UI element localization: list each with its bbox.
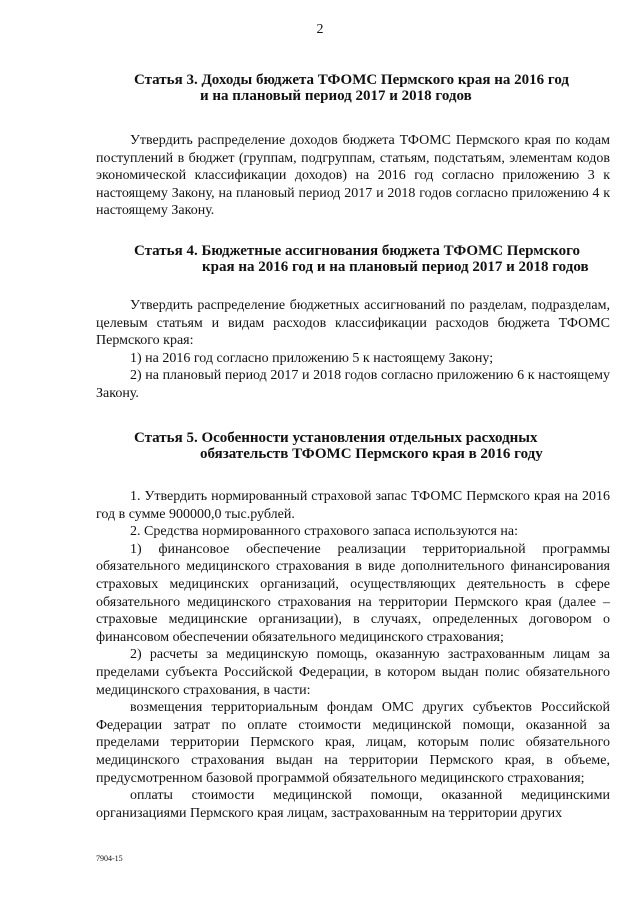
article-5 (96, 430, 610, 822)
article-5-heading-line2: обязательств ТФОМС Пермского края в 2016 году (200, 446, 543, 462)
article-5-paragraph: 1) финансовое обеспечение реализации территориальной программы обязательного медицинского страхования в виде дополнительного финансирования страховых медицинских организаций, осуществляющих деятельность в сфере обязательного медицинского страхования на территории Пермского края (далее – страховые медицинские организации), в случаях, определенных договором о финансовом обеспечении обязательного медицинского страхования; (96, 541, 610, 645)
article-5-paragraph: возмещения территориальным фондам ОМС других субъектов Российской Федерации затрат по оплате стоимости медицинской помощи, оказанной за пределами территории Пермского края, лицам, которым полис обязательного медицинского страхования выдан на территории Пермского края, в объеме, предусмотренном базовой программой обязательного медицинского страхования; (96, 700, 610, 786)
article-3-body (96, 132, 610, 220)
article-4-heading-line1: Статья 4. Бюджетные ассигнования бюджета ТФОМС Пермского (134, 243, 581, 259)
article-4-heading (96, 243, 610, 275)
page-number: 2 (316, 22, 324, 37)
article-5-paragraph: оплаты стоимости медицинской помощи, оказанной медицинскими организациями Пермского края лицам, застрахованным на территории других (96, 788, 610, 821)
article-4-paragraph: Утвердить распределение бюджетных ассигнований по разделам, подразделам, целевым статьям и видам расходов классификации расходов бюджета ТФОМС Пермского края: (96, 298, 610, 349)
article-3-heading (96, 72, 610, 104)
footer-document-code: 7904-15 (96, 854, 123, 863)
article-4-paragraph: 1) на 2016 год согласно приложению 5 к настоящему Закону; (130, 350, 494, 366)
article-5-paragraph: 1. Утвердить нормированный страховой запас ТФОМС Пермского края на 2016 год в сумме 900000,0 тыс.рублей. (96, 489, 610, 522)
article-5-paragraph: 2) расчеты за медицинскую помощь, оказанную застрахованным лицам за пределами субъекта Российской Федерации, в котором выдан полис обязательного медицинского страхования, в части: (96, 647, 610, 698)
article-5-heading (96, 430, 610, 462)
article-4 (96, 243, 610, 403)
article-4-paragraph: 2) на плановый период 2017 и 2018 годов согласно приложению 6 к настоящему Закону. (96, 368, 610, 401)
article-3-heading-line1: Статья 3. Доходы бюджета ТФОМС Пермского края на 2016 год (134, 72, 569, 88)
article-3-paragraph: Утвердить распределение доходов бюджета ТФОМС Пермского края по кодам поступлений в бюджет (группам, подгруппам, статьям, подстатьям, элементам кодов экономической классификации доходов) на 2016 год согласно приложению 3 к настоящему Закону, на плановый период 2017 и 2018 годов согласно приложению 4 к настоящему Закону. (96, 133, 610, 219)
article-4-body (96, 297, 610, 403)
article-3 (96, 72, 610, 220)
article-5-body (96, 488, 610, 822)
article-5-paragraph: 2. Средства нормированного страхового запаса используются на: (130, 524, 519, 540)
article-3-heading-line2: и на плановый период 2017 и 2018 годов (200, 88, 472, 104)
article-4-heading-line2: края на 2016 год и на плановый период 2017 и 2018 годов (202, 259, 589, 275)
article-5-heading-line1: Статья 5. Особенности установления отдельных расходных (134, 430, 538, 446)
